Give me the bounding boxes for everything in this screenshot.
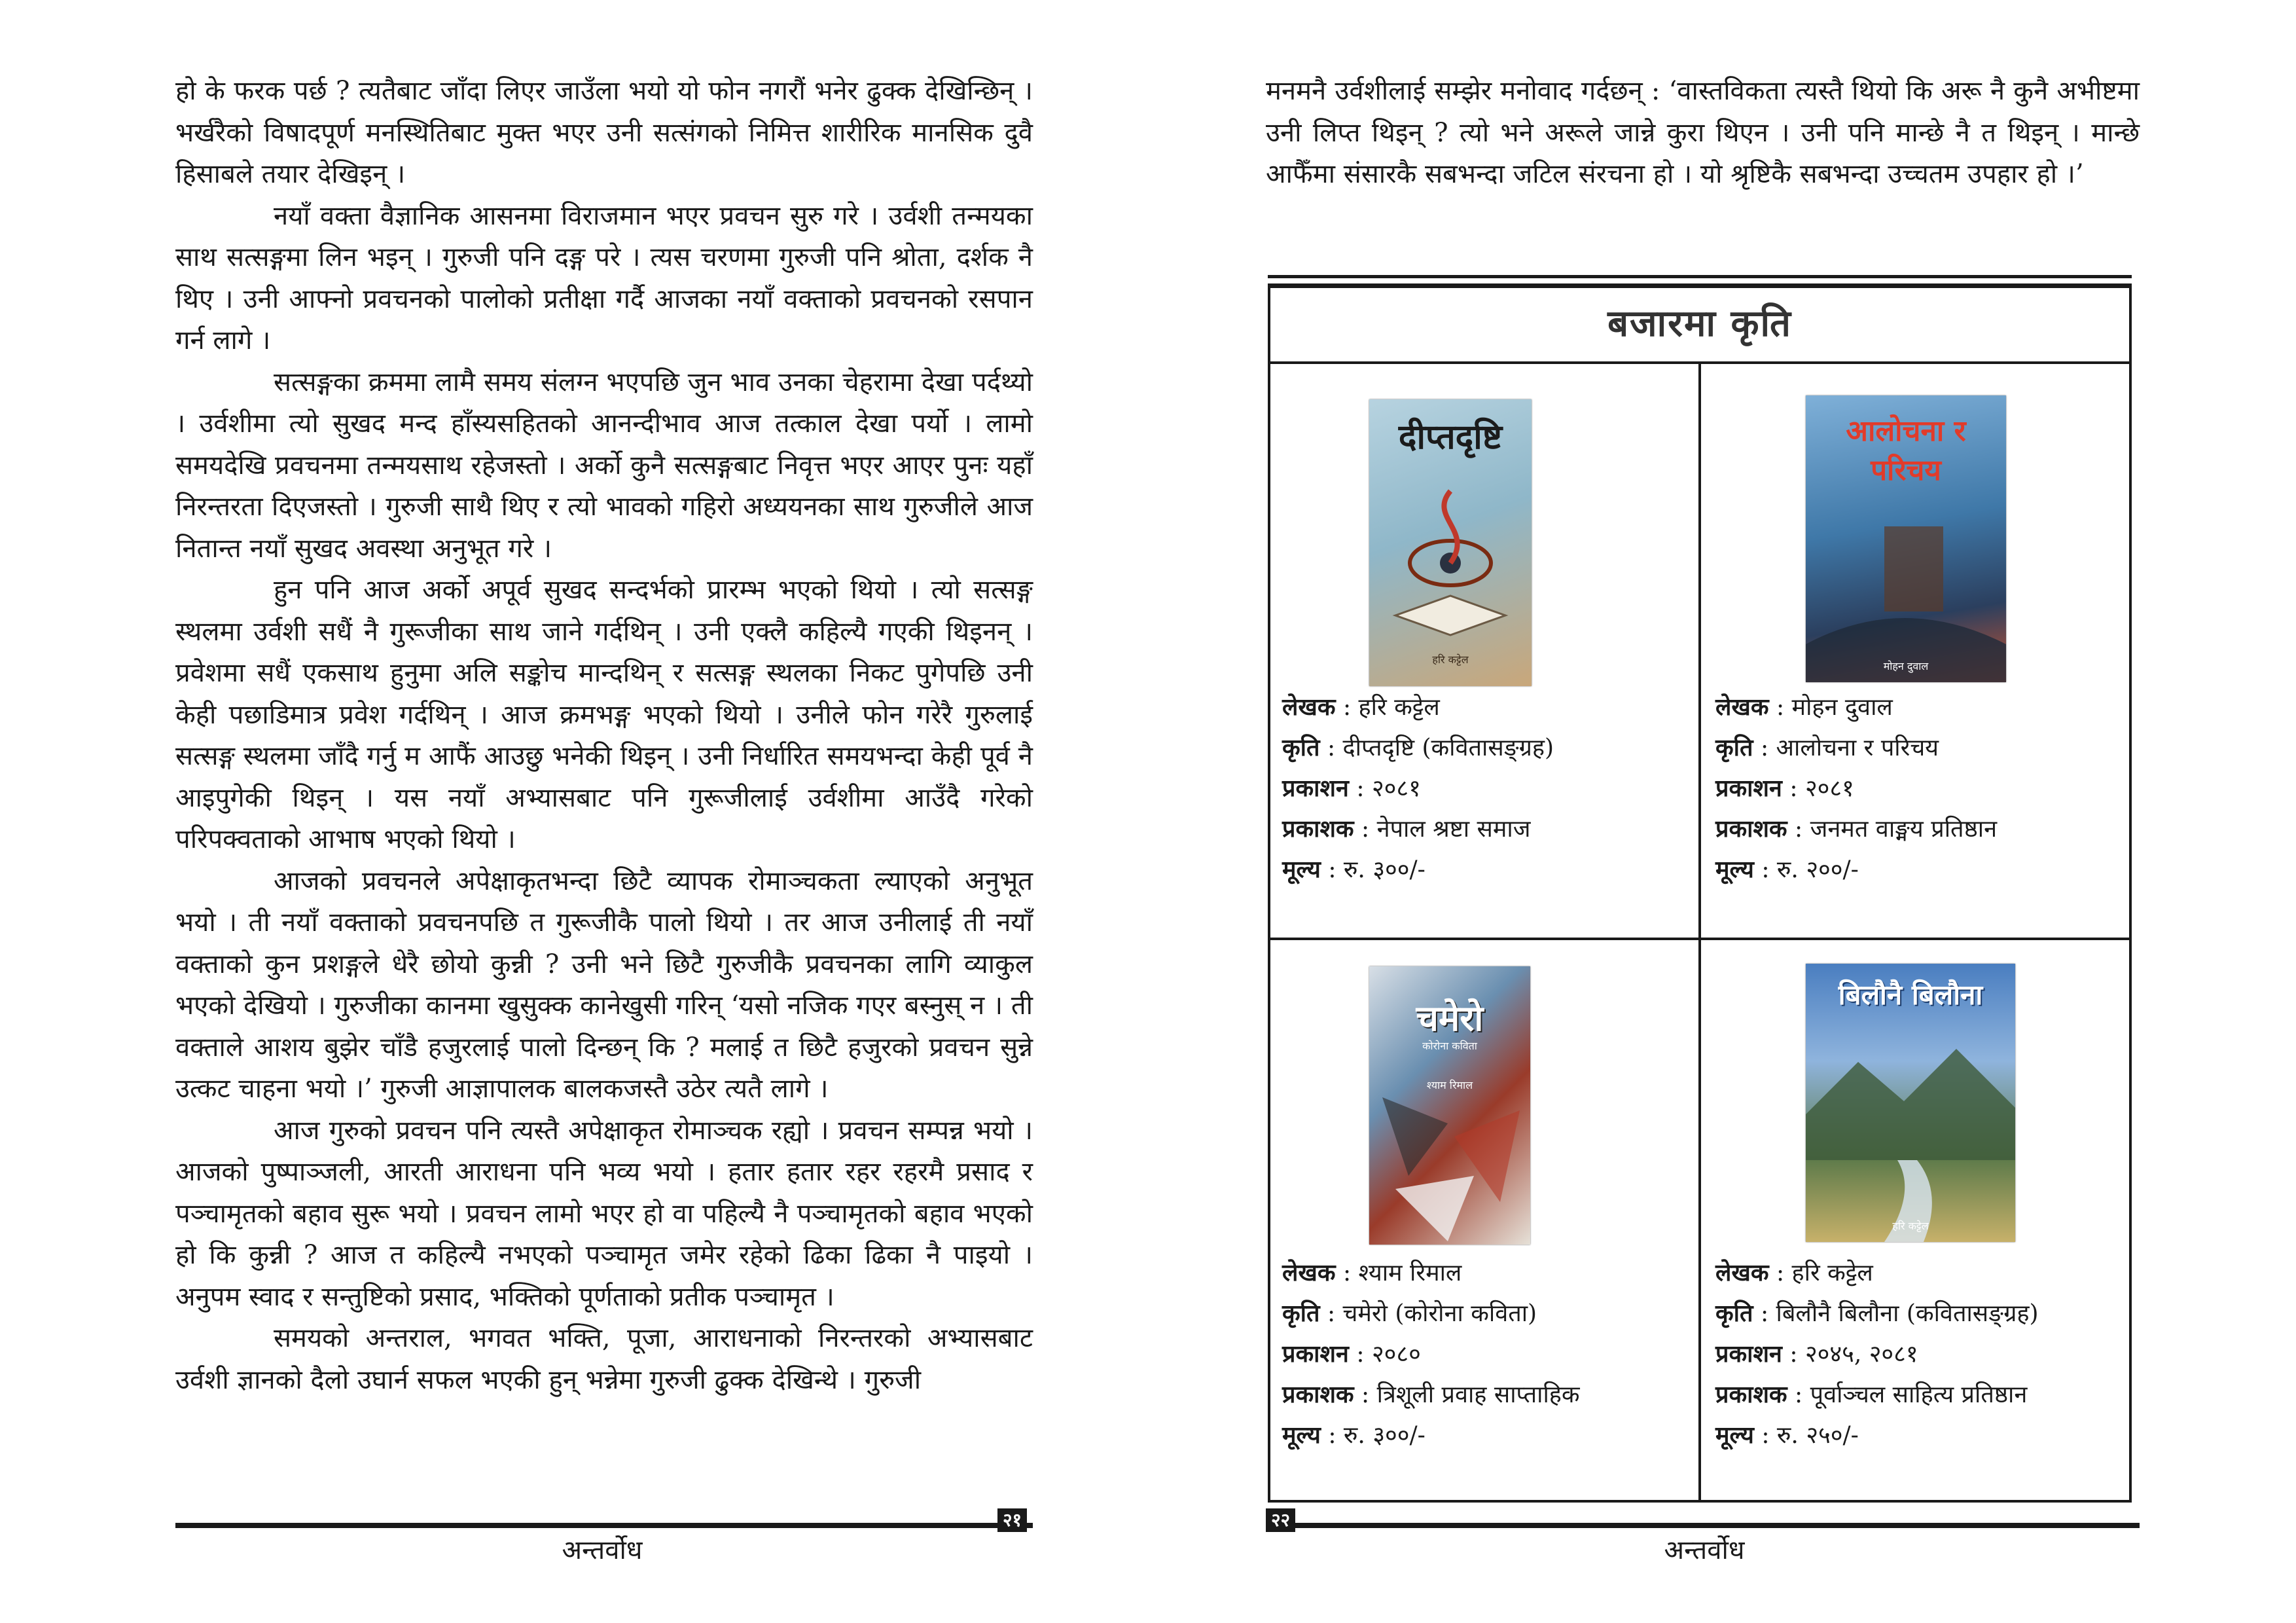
book-card: [1701, 364, 2132, 938]
cover-author: मोहन दुवाल: [1883, 660, 1929, 672]
value-publisher: : जनमत वाङ्मय प्रतिष्ठान: [1795, 816, 1998, 843]
info-work: [1715, 728, 1997, 769]
cover-art: [1369, 966, 1530, 1245]
paragraph: आज गुरुको प्रवचन पनि त्यस्तै अपेक्षाकृत रोमाञ्चक रह्यो । प्रवचन सम्पन्न भयो । आजको पुष्पाञ्जली, आरती आराधना पनि भव्य भयो । हतार हतार रहर रहरमै प्रसाद र पञ्चामृतको बहाव सुरू भयो । प्रवचन लामो भएर हो वा पहिल्यै नै पञ्चामृतको बहाव भएको हो कि कुन्नी ? आज त कहिल्यै नभएको पञ्चामृत जमेर रहेको ढिका ढिका नै पाइयो । अनुपम स्वाद र सन्तुष्टिको प्रसाद, भक्तिको पूर्णताको प्रतीक पञ्चामृत ।: [175, 1115, 1033, 1312]
paragraph: समयको अन्तराल, भगवत भक्ति, पूजा, आराधनाको निरन्तरको अभ्यासबाट उर्वशी ज्ञानको दैलो उघार्न सफल भएकी हुन् भन्नेमा गुरुजी ढुक्क देखिन्थे । गुरुजी: [175, 1323, 1033, 1395]
info-work: [1282, 728, 1554, 769]
info-price: [1715, 850, 1997, 890]
info-work: [1282, 1294, 1580, 1334]
market-heading: बजारमा कृति: [1607, 302, 1792, 345]
footer-rule: [175, 1523, 1033, 1528]
label-author: लेखक: [1715, 694, 1769, 721]
book-cover: [1806, 964, 2015, 1242]
book-cover: [1369, 399, 1532, 686]
value-publisher: : पूर्वाञ्चल साहित्य प्रतिष्ठान: [1795, 1381, 2028, 1408]
info-published: [1715, 769, 1997, 809]
cover-title: आलोचना र परिचय: [1846, 414, 1966, 487]
info-author: [1715, 1253, 2039, 1294]
info-publisher: [1715, 1375, 2039, 1415]
info-author: [1282, 687, 1554, 728]
cover-subtitle: कोरोना कविता: [1422, 1040, 1477, 1052]
value-published: : २०४५, २०८१: [1789, 1341, 1918, 1368]
book-market-box: [1268, 275, 2132, 1503]
info-author: [1715, 687, 1997, 728]
value-author: : मोहन दुवाल: [1776, 694, 1893, 721]
paragraph: हुन पनि आज अर्को अपूर्व सुखद सन्दर्भको प्रारम्भ भएको थियो । त्यो सत्सङ्ग स्थलमा उर्वशी सधैं नै गुरूजीका साथ जाने गर्दथिन् । उनी एक्लै कहिल्यै गएकी थिइनन् । प्रवेशमा सधैं एकसाथ हुनुमा अलि सङ्कोच मान्दथिन् र सत्सङ्ग स्थलका निकट पुगेपछि उनी केही पछाडिमात्र प्रवेश गर्दथिन् । आज क्रमभङ्ग भएको थियो । उनीले फोन गरेरै गुरुलाई सत्सङ्ग स्थलमा जाँदै गर्नु म आफैं आउछु भनेकी थिइन् । उनी निर्धारित समयभन्दा केही पूर्व नै आइपुगेकी थिइन् । यस नयाँ अभ्यासबाट पनि गुरूजीलाई उर्वशीमा आउँदै गरेको परिपक्वताको आभाष भएको थियो ।: [175, 575, 1033, 854]
info-publisher: [1715, 809, 1997, 850]
value-work: : आलोचना र परिचय: [1760, 735, 1939, 761]
cover-art: [1806, 964, 2015, 1242]
intro-text: [1266, 71, 2140, 196]
value-published: : २०८१: [1789, 775, 1854, 802]
label-price: मूल्य: [1715, 1422, 1754, 1449]
cover-title: दीप्तदृष्टि: [1398, 418, 1503, 457]
book-card: [1268, 940, 1698, 1503]
label-published: प्रकाशन: [1282, 1341, 1349, 1368]
book-info: [1282, 1253, 1580, 1456]
page-number: २१: [997, 1508, 1027, 1532]
label-published: प्रकाशन: [1715, 1341, 1782, 1368]
cover-author: श्याम रिमाल: [1426, 1079, 1473, 1091]
paragraph: मनमनै उर्वशीलाई सम्झेर मनोवाद गर्दछन् : ‘वास्तविकता त्यस्तै थियो कि अरू नै कुनै अभीष्टमा उनी लिप्त थिइन् ? त्यो भने अरूले जान्ने कुरा थिएन । उनी पनि मान्छे नै त थिइन् । मान्छे आफैँमा संसारकै सबभन्दा जटिल संरचना हो । यो श्रृष्टिकै सबभन्दा उच्चतम उपहार हो ।’: [1266, 76, 2140, 189]
book-info: [1715, 687, 1997, 890]
book-cover: [1806, 395, 2006, 682]
cover-author: हरि कट्टेल: [1892, 1220, 1929, 1232]
paragraph: सत्सङ्गका क्रममा लामै समय संलग्न भएपछि जुन भाव उनका चेहरामा देखा पर्दथ्यो । उर्वशीमा त्यो सुखद मन्द हाँस्यसहितको आनन्दीभाव आज तत्काल देखा पर्यो । लामो समयदेखि प्रवचनमा तन्मयसाथ रहेजस्तो । अर्को कुनै सत्सङ्गबाट निवृत्त भएर आएर पुनः यहाँ निरन्तरता दिएजस्तो । गुरुजी साथै थिए र त्यो भावको गहिरो अध्ययनका साथ गुरुजीले आज नितान्त नयाँ सुखद अवस्था अनुभूत गरे ।: [175, 367, 1033, 564]
info-publisher: [1282, 809, 1554, 850]
book-info: [1715, 1253, 2039, 1456]
double-rule: [1268, 275, 2132, 285]
label-publisher: प्रकाशक: [1715, 816, 1787, 843]
info-published: [1282, 769, 1554, 809]
info-price: [1715, 1415, 2039, 1456]
footer-rule: [1266, 1523, 2140, 1528]
label-author: लेखक: [1282, 1260, 1336, 1286]
info-published: [1715, 1334, 2039, 1375]
value-author: : हरि कट्टेल: [1342, 694, 1440, 721]
book-card: [1268, 364, 1698, 938]
info-publisher: [1282, 1375, 1580, 1415]
cover-author: हरि कट्टेल: [1432, 653, 1469, 666]
value-publisher: : त्रिशूली प्रवाह साप्ताहिक: [1361, 1381, 1580, 1408]
label-published: प्रकाशन: [1282, 775, 1349, 802]
info-price: [1282, 850, 1554, 890]
value-price: : रु. २५०/-: [1761, 1422, 1859, 1449]
label-price: मूल्य: [1715, 856, 1754, 883]
cover-title: बिलौनै बिलौना: [1838, 979, 1983, 1011]
footer-title: अन्तर्वोध: [562, 1535, 643, 1565]
book-cover: [1369, 966, 1530, 1245]
info-price: [1282, 1415, 1580, 1456]
label-work: कृति: [1282, 735, 1320, 761]
value-author: : हरि कट्टेल: [1776, 1260, 1873, 1286]
label-publisher: प्रकाशक: [1715, 1381, 1787, 1408]
value-price: : रु. ३००/-: [1328, 1422, 1426, 1449]
value-work: : बिलौनै बिलौना (कवितासङ्ग्रह): [1760, 1300, 2039, 1327]
right-page: [1148, 0, 2296, 1623]
value-author: : श्याम रिमाल: [1342, 1260, 1462, 1286]
book-info: [1282, 687, 1554, 890]
label-work: कृति: [1282, 1300, 1320, 1327]
info-author: [1282, 1253, 1580, 1294]
paragraph: आजको प्रवचनले अपेक्षाकृतभन्दा छिटै व्यापक रोमाञ्चकता ल्याएको अनुभूत भयो । ती नयाँ वक्ताको प्रवचनपछि त गुरूजीकै पालो थियो । तर आज उनीलाई ती नयाँ वक्ताको कुन प्रशङ्गले धेरै छोयो कुन्नी ? उनी भने छिटै गुरुजीकै प्रवचनका लागि व्याकुल भएको देखियो । गुरुजीका कानमा खुसुक्क कानेखुसी गरिन् ‘यसो नजिक गएर बस्नुस् न । ती वक्ताले आशय बुझेर चाँडै हजुरलाई पालो दिन्छन् कि ? मलाई त छिटै हजुरको प्रवचन सुन्ने उत्कट चाहना भयो ।’ गुरुजी आज्ञापालक बालकजस्तै उठेर त्यतै लागे ।: [175, 866, 1033, 1104]
info-published: [1282, 1334, 1580, 1375]
label-price: मूल्य: [1282, 1422, 1321, 1449]
info-work: [1715, 1294, 2039, 1334]
cover-art: [1369, 399, 1532, 686]
label-publisher: प्रकाशक: [1282, 816, 1354, 843]
heading-row: [1268, 285, 2132, 364]
value-work: : दीप्तदृष्टि (कवितासङ्ग्रह): [1327, 735, 1554, 761]
footer-title: अन्तर्वोध: [1664, 1535, 1745, 1565]
paragraph: हो के फरक पर्छ ? त्यतैबाट जाँदा लिएर जाउँला भयो यो फोन नगरौं भनेर ढुक्क देखिन्छिन् । भर्खरैको विषादपूर्ण मनस्थितिबाट मुक्त भएर उनी सत्संगको निमित्त शारीरिक मानसिक दुवै हिसाबले तयार देखिइन् ।: [175, 76, 1033, 189]
left-text-column: [175, 71, 1033, 1401]
cover-title: चमेरो: [1416, 998, 1484, 1039]
label-work: कृति: [1715, 1300, 1753, 1327]
label-published: प्रकाशन: [1715, 775, 1782, 802]
label-author: लेखक: [1715, 1260, 1769, 1286]
label-publisher: प्रकाशक: [1282, 1381, 1354, 1408]
value-published: : २०८१: [1356, 775, 1421, 802]
value-price: : रु. २००/-: [1761, 856, 1859, 883]
paragraph: नयाँ वक्ता वैज्ञानिक आसनमा विराजमान भएर प्रवचन सुरु गरे । उर्वशी तन्मयका साथ सत्सङ्गमा लिन भइन् । गुरुजी पनि दङ्ग परे । त्यस चरणमा गुरुजी पनि श्रोता, दर्शक नै थिए । उनी आफ्नो प्रवचनको पालोको प्रतीक्षा गर्दै आजका नयाँ वक्ताको प्रवचनको रसपान गर्न लागे ।: [175, 200, 1033, 356]
value-work: : चमेरो (कोरोना कविता): [1327, 1300, 1537, 1327]
value-price: : रु. ३००/-: [1328, 856, 1426, 883]
value-published: : २०८०: [1356, 1341, 1421, 1368]
value-publisher: : नेपाल श्रष्टा समाज: [1361, 816, 1531, 843]
book-card: [1701, 940, 2132, 1503]
page-number: २२: [1266, 1508, 1295, 1532]
label-author: लेखक: [1282, 694, 1336, 721]
cover-art: [1806, 395, 2006, 682]
label-work: कृति: [1715, 735, 1753, 761]
label-price: मूल्य: [1282, 856, 1321, 883]
